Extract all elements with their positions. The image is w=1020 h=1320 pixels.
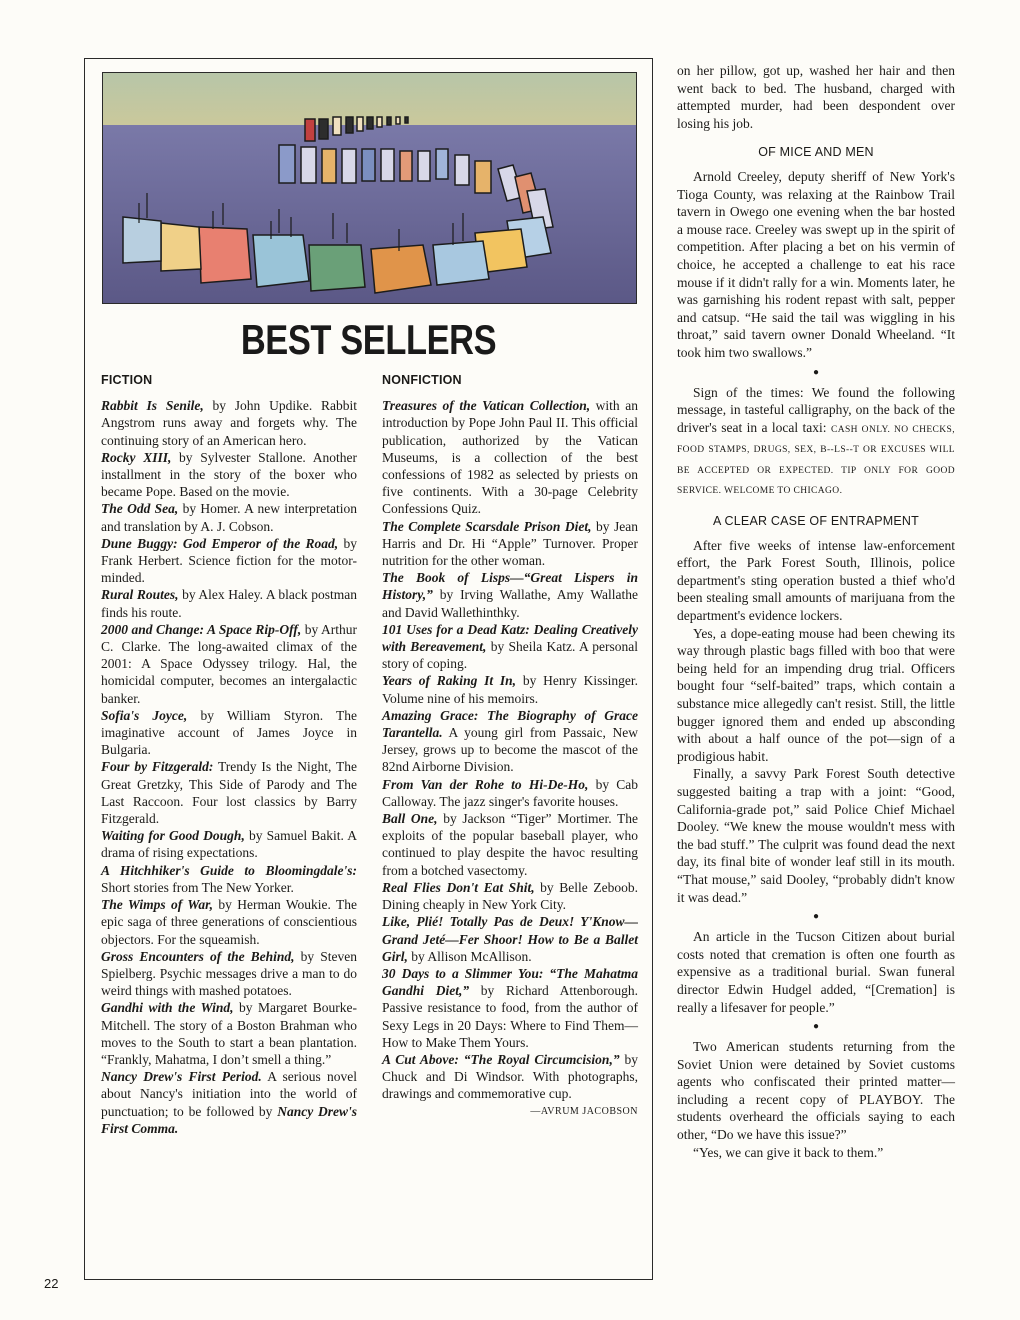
book-entry: [101, 758, 357, 827]
book-entry: [101, 707, 357, 759]
book-entry: [101, 999, 357, 1068]
intro-paragraph: on her pillow, got up, washed her hair and then went back to bed. The husband, charged with attempted murder, had been despondent over losing his job.: [677, 63, 955, 131]
book-description: by William Styron. The imaginative account of James Joyce in Bulgaria.: [101, 707, 357, 758]
separator-dot: ●: [812, 1021, 820, 1033]
cremation-paragraph: An article in the Tucson Citizen about burial costs noted that cremation is often one fourth as expensive as a traditional burial. Swan funeral director Edwin Hudgel added, “[Cremation] is really a lifesaver for people.”: [677, 929, 955, 1015]
heading-mice: OF MICE AND MEN: [758, 145, 874, 160]
author-byline: —AVRUM JACOBSON: [530, 1105, 638, 1117]
book-entry: [101, 948, 357, 1000]
book-description: by Henry Kissinger. Volume nine of his memoirs.: [382, 673, 638, 706]
book-title: Rocky XIII,: [101, 449, 172, 465]
book-entry: [101, 862, 357, 896]
books-art: [103, 73, 637, 304]
book-entry: [382, 707, 638, 776]
book-description: by Herman Woukie. The epic saga of three generations of conscientious objectors. For the squeamish.: [101, 897, 357, 947]
book-description: Trendy Is the Night, The Great Gretzky, This Side of Parody and The Last Raccoon. Four lost classics by Barry Fitzgerald.: [101, 759, 357, 827]
book-title: 2000 and Change: A Space Rip-Off,: [101, 621, 302, 637]
book-title: The Complete Scarsdale Prison Diet,: [382, 518, 592, 534]
book-entry: [382, 621, 638, 673]
book-title: Treasures of the Vatican Collection,: [382, 398, 591, 414]
book-title-sequel: Nancy Drew's First Comma.: [101, 1103, 357, 1136]
book-title: The Odd Sea,: [101, 501, 179, 517]
book-description: by Sheila Katz. A personal story of coping.: [382, 639, 638, 672]
book-title: A Hitchhiker's Guide to Bloomingdale's:: [101, 862, 357, 878]
book-title: The Wimps of War,: [101, 897, 214, 913]
book-description: by Margaret Bourke-Mitchell. The story of a Boston Brahman who moves to the South to start a bean plantation. “Frankly, Mahatma, I don’t smell a thing.”: [101, 1000, 357, 1067]
book-description: by Allison McAllison.: [407, 948, 532, 964]
book-title: Dune Buggy: God Emperor of the Road,: [101, 535, 339, 551]
right-column: [677, 62, 955, 1161]
book-entry: [382, 569, 638, 621]
book-description: by Frank Herbert. Science fiction for the motor-minded.: [101, 535, 358, 586]
book-title: Gross Encounters of the Behind,: [101, 948, 295, 964]
book-entry: [101, 535, 357, 587]
taxi-paragraph: [677, 384, 955, 502]
book-entry: [382, 913, 638, 965]
book-title: The Book of Lisps—“Great Lispers in History,”: [382, 570, 638, 603]
book-title: Four by Fitzgerald:: [101, 759, 214, 775]
book-description: by Jean Harris and Dr. Hi “Apple” Turnover. Proper nutrition for the other woman.: [382, 518, 638, 569]
mouse-paragraph: Yes, a dope-eating mouse had been chewing its way through plastic bags filled with boo that were being held for an impending drug trial. Officers bought four “self-baited” traps, which contain a substance mice allegedly can't resist. Still, the little bugger ignored them and ended up absconding with about a half ounce of the pot—sign of a prodigious habit.: [677, 625, 955, 764]
book-title: Nancy Drew's First Period.: [101, 1069, 262, 1085]
mice-paragraph: Arnold Creeley, deputy sheriff of New York's Tioga County, was relaxing at the Rainbow Trail tavern in Owego one evening when the bar hosted a mouse race. Creeley was swept up in the spirit of competition. After placing a bet on his vermin of choice, he accepted a challenge to eat his race mouse if it didn't rally for a win. Moments later, he was garnishing his rodent repast with salt, pepper and catsup. “He said the tail was wiggling in his throat,” said tavern owner Donald Wheeland. “It took him two swallows.”: [677, 168, 955, 360]
book-description: by John Updike. Rabbit Angstrom runs away and forgets why. The continuing story of an American hero.: [101, 398, 357, 448]
separator-dot: ●: [812, 366, 820, 378]
book-description: by Samuel Bakit. A drama of rising expectations.: [101, 828, 358, 861]
falling-books-illustration: [102, 72, 637, 304]
book-description: by Irving Wallathe, Amy Wallathe and David Wallethinthky.: [382, 587, 638, 620]
heading-entrapment: A CLEAR CASE OF ENTRAPMENT: [713, 514, 919, 529]
book-description: by Chuck and Di Windsor. With photographs, drawings and commemorative cup.: [382, 1051, 639, 1102]
book-title: Ball One,: [382, 811, 438, 827]
reply-paragraph: “Yes, we can give it back to them.”: [693, 1144, 884, 1160]
book-description: by Jackson “Tiger” Mortimer. The exploits of the popular baseball player, who continued to play despite the havoc resulting from a botched vasectomy.: [382, 811, 638, 878]
book-title: From Van der Rohe to Hi-De-Ho,: [382, 776, 589, 792]
taxi-sign: CASH ONLY. NO CHECKS, FOOD STAMPS, DRUGS, SEX, B--LS--T OR EXCUSES WILL BE ACCEPTED OR EXPECTED. TIP ONLY FOR GOOD SERVICE. WELCOME TO CHICAGO.: [677, 424, 956, 497]
book-entry: [101, 621, 357, 707]
book-entry: [101, 827, 357, 861]
book-title: Rabbit Is Senile,: [101, 398, 204, 414]
book-title: Real Flies Don't Eat Shit,: [382, 879, 535, 895]
nonfiction-list: [382, 397, 639, 1117]
book-description: by Cab Calloway. The jazz singer's favorite houses.: [382, 776, 639, 809]
book-description: by Richard Attenborough. Passive resistance to food, from the author of Sexy Legs in 20 Days: Where to Find Them—How to Make Them Yours.: [382, 983, 638, 1050]
book-description: by Steven Spielberg. Psychic messages drive a man to do weird things with mashed potatoes.: [101, 948, 357, 999]
book-description: by Arthur C. Clarke. The long-awaited climax of the 2001: A Space Odyssey trilogy. Hal, the homicidal computer, becomes an intergalactic banker.: [101, 621, 357, 706]
book-entry: [382, 518, 638, 570]
nonfiction-column: [382, 372, 638, 1120]
book-description: with an introduction by Pope John Paul II. This official publication, authorized by the Vatican Museums, is a collection of the best confessions of 1982 as selected by priests on five continents. With a 30-page Celebrity Confessions Quiz.: [382, 398, 638, 517]
book-title: Gandhi with the Wind,: [101, 1000, 234, 1016]
book-title: Rural Routes,: [101, 587, 179, 603]
nonfiction-heading: NONFICTION: [382, 373, 462, 387]
book-entry: [382, 1051, 639, 1117]
book-description: A young girl from Passaic, New Jersey, grows up to become the mascot of the 82nd Airborne Division.: [382, 725, 638, 775]
book-entry: [382, 776, 638, 810]
fiction-heading: FICTION: [101, 373, 153, 387]
book-description: A serious novel about Nancy's initiation into the world of punctuation; to be followed by: [101, 1069, 357, 1119]
book-entry: [101, 500, 357, 534]
book-entry: [382, 810, 638, 879]
book-description: by Homer. A new interpretation and translation by A. J. Cobson.: [101, 501, 357, 534]
book-title: Amazing Grace: The Biography of Grace Tarantella.: [382, 707, 638, 741]
book-entry: [382, 879, 638, 913]
book-title: Years of Raking It In,: [382, 673, 517, 689]
detective-paragraph: Finally, a savvy Park Forest South detective suggested baiting a trap with a joint: “Good, California-grade pot,” said Police Chief Michael Dooley. “We knew the mouse wouldn't mess with the bad stuff.” The culprit was found dead the next day, its final bite of wonder leaf still in its mouth. “That mouse,” said Dooley, “probably didn't know it was dead.”: [677, 766, 955, 905]
page-title: BEST SELLERS: [240, 316, 497, 363]
book-title: 101 Uses for a Dead Katz: Dealing Creatively with Bereavement,: [382, 621, 638, 655]
fiction-column: [101, 372, 357, 1137]
book-entry: [101, 1068, 357, 1137]
book-description: by Alex Haley. A black postman finds his route.: [101, 587, 357, 620]
page-number: 22: [44, 1276, 59, 1291]
book-entry: [101, 896, 357, 948]
book-entry: [382, 965, 638, 1051]
book-entry: [101, 586, 357, 620]
separator-dot: ●: [812, 911, 820, 923]
book-description: Short stories from The New Yorker.: [101, 879, 294, 895]
book-description: by Sylvester Stallone. Another installment in the story of the boxer who became Pope. Based on the movie.: [101, 449, 357, 500]
fiction-list: [101, 397, 357, 1137]
book-title: 30 Days to a Slimmer You: “The Mahatma Gandhi Diet,”: [382, 965, 638, 999]
taxi-text: Sign of the times: We found the following message, in tasteful calligraphy, on the back of the driver's seat in a local taxi:: [677, 384, 955, 435]
book-title: Like, Plié! Totally Pas de Deux! Y'Know—Grand Jeté—Fer Shoor! How to Be a Ballet Girl,: [382, 914, 638, 964]
book-title: A Cut Above: “The Royal Circumcision,”: [382, 1051, 620, 1067]
book-entry: [101, 397, 357, 449]
book-entry: [101, 449, 357, 501]
book-entry: [382, 397, 638, 517]
book-title: Sofia's Joyce,: [101, 707, 188, 723]
students-paragraph: Two American students returning from the Soviet Union were detained by Soviet customs agents who confiscated their printed matter—including a recent copy of PLAYBOY. The students overheard the officials saying to each other, “Do we have this issue?”: [677, 1039, 955, 1143]
sting-paragraph: After five weeks of intense law-enforcement effort, the Park Forest South, Illinois, police department's sting operation busted a thief who'd been stealing small amounts of marijuana from the department's evidence lockers.: [677, 537, 955, 624]
book-description: by Belle Zeboob. Dining cheaply in New York City.: [382, 879, 638, 913]
book-title: Waiting for Good Dough,: [101, 828, 245, 844]
book-entry: [382, 672, 638, 706]
